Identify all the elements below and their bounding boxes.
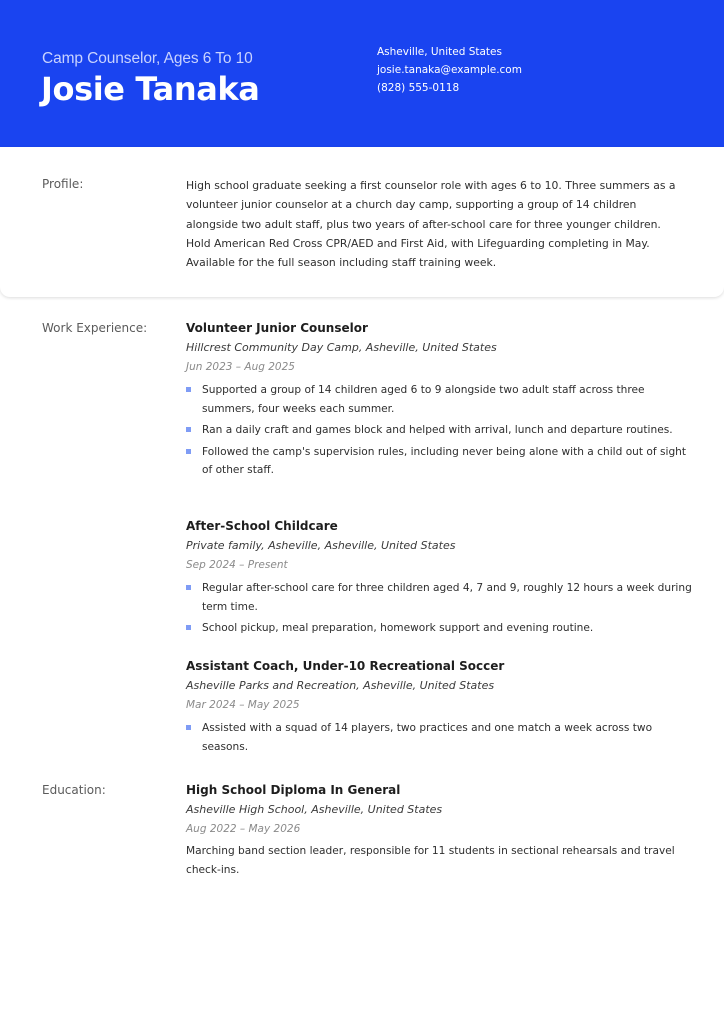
job-bullet xyxy=(186,619,696,638)
bullet-square-icon xyxy=(186,585,191,590)
work-experience-label: Work Experience: xyxy=(42,321,148,335)
job-role-subtitle: Camp Counselor, Ages 6 To 10 xyxy=(42,50,253,67)
job-bullet-text: Supported a group of 14 children aged 6 to 9 alongside two adult staff across three summers, four weeks each summer. xyxy=(202,384,645,415)
bullet-square-icon xyxy=(186,449,191,454)
bullet-square-icon xyxy=(186,427,191,432)
job-bullet xyxy=(186,421,696,440)
job-bullet xyxy=(186,719,696,756)
job-bullet-text: Followed the camp's supervision rules, including never being alone with a child out of sight of other staff. xyxy=(202,445,687,476)
job-dates: Mar 2024 – May 2025 xyxy=(186,699,300,711)
job-bullet-text: Assisted with a squad of 14 players, two practices and one match a week across two seasons. xyxy=(202,722,653,753)
job-title: Assistant Coach, Under-10 Recreational Soccer xyxy=(186,659,505,673)
school-name: Asheville High School, Asheville, United States xyxy=(186,803,443,816)
contact-phone[interactable]: (828) 555-0118 xyxy=(377,82,460,94)
experience-entry xyxy=(186,658,696,759)
job-organization: Asheville Parks and Recreation, Asheville, United States xyxy=(186,679,495,692)
job-bullet-list xyxy=(186,381,696,480)
job-dates: Jun 2023 – Aug 2025 xyxy=(186,361,295,373)
education-label: Education: xyxy=(42,783,106,797)
job-bullet-list xyxy=(186,579,696,638)
resume-header xyxy=(0,0,724,147)
bullet-square-icon xyxy=(186,725,191,730)
bullet-square-icon xyxy=(186,625,191,630)
education-description: Marching band section leader, responsible for 11 students in sectional rehearsals and travel check-ins. xyxy=(186,845,675,876)
job-title: After-School Childcare xyxy=(186,519,338,533)
job-bullet-list xyxy=(186,719,696,756)
experience-entry xyxy=(186,320,696,483)
job-bullet xyxy=(186,579,696,616)
job-organization: Hillcrest Community Day Camp, Asheville, United States xyxy=(186,341,497,354)
job-organization: Private family, Asheville, Asheville, United States xyxy=(186,539,456,552)
contact-block xyxy=(377,43,522,97)
contact-email[interactable]: josie.tanaka@example.com xyxy=(377,64,522,76)
profile-label: Profile: xyxy=(42,177,84,191)
education-entry xyxy=(186,782,696,879)
job-bullet xyxy=(186,381,696,418)
candidate-name: Josie Tanaka xyxy=(41,70,260,108)
experience-entry xyxy=(186,518,696,641)
profile-text: High school graduate seeking a first counselor role with ages 6 to 10. Three summers as a volunteer junior counselor at a church day camp, supporting a group of 14 children alongside two adult staff, plus two years of after-school care for three younger children. Hold American Red Cross CPR/AED and First Aid, with Lifeguarding completing in May. Available for the full season including staff training week. xyxy=(186,179,676,270)
education-dates: Aug 2022 – May 2026 xyxy=(186,823,301,835)
job-bullet xyxy=(186,443,696,480)
job-bullet-text: School pickup, meal preparation, homework support and evening routine. xyxy=(202,622,594,634)
job-dates: Sep 2024 – Present xyxy=(186,559,288,571)
job-bullet-text: Ran a daily craft and games block and helped with arrival, lunch and departure routines. xyxy=(202,424,673,436)
degree-title: High School Diploma In General xyxy=(186,783,401,797)
bullet-square-icon xyxy=(186,387,191,392)
job-bullet-text: Regular after-school care for three children aged 4, 7 and 9, roughly 12 hours a week during term time. xyxy=(202,582,692,613)
contact-location: Asheville, United States xyxy=(377,46,502,58)
job-title: Volunteer Junior Counselor xyxy=(186,321,368,335)
